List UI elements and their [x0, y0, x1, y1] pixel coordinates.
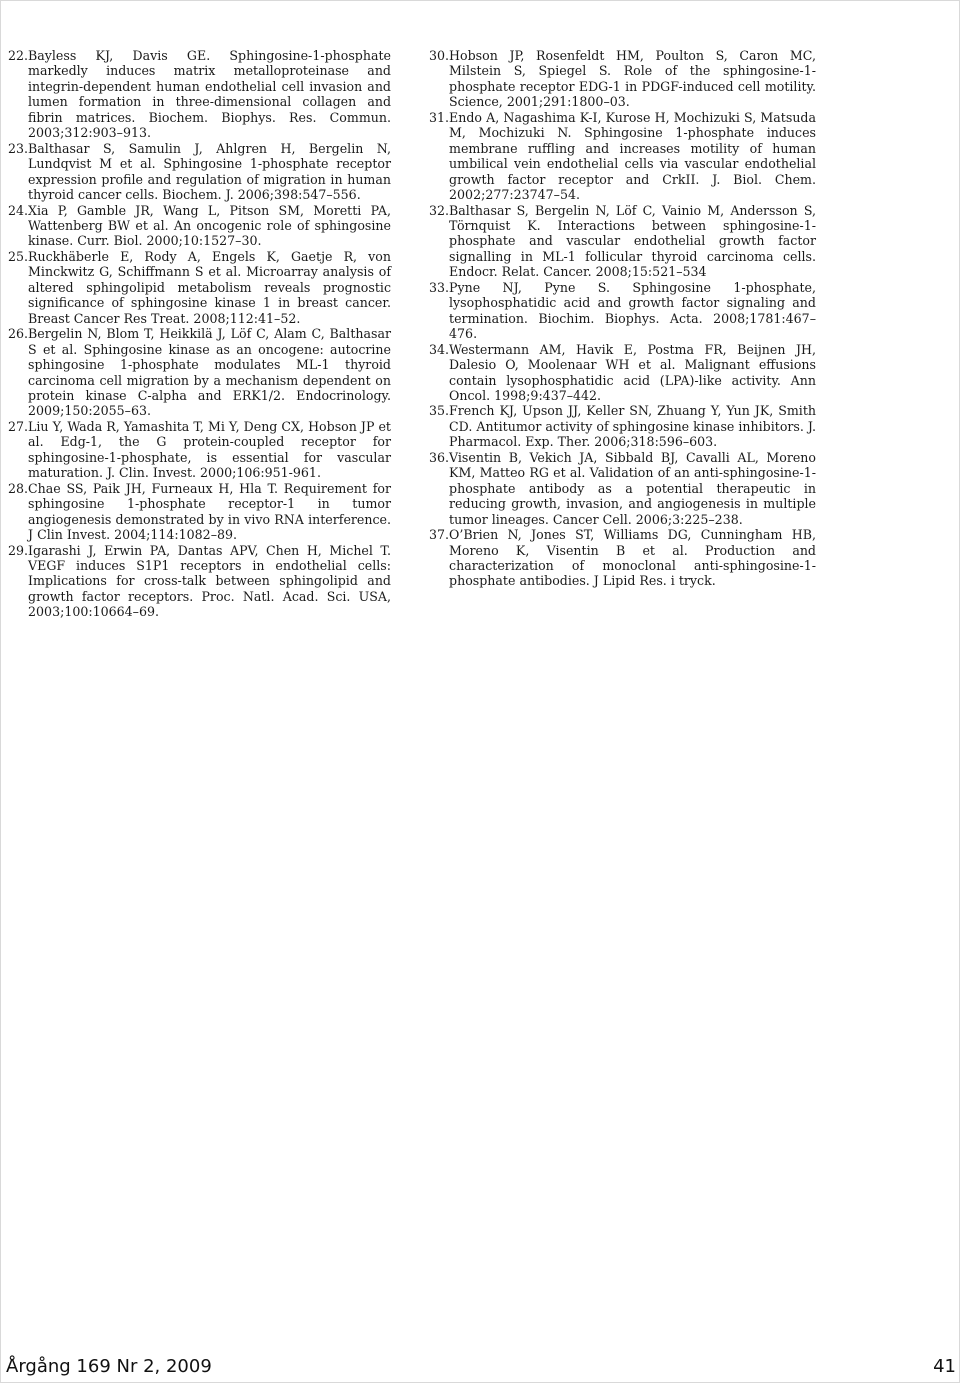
reference-number: 22.: [8, 48, 29, 63]
reference-number: 24.: [8, 202, 29, 218]
reference-number: 26.: [8, 326, 29, 342]
reference-text: Liu Y, Wada R, Yamashita T, Mi Y, Deng CX, Hobson JP et al. Edg-1, the G protein-coupled receptor for sphingosine-1-phosphate, is essential for vascular maturation. J. Clin. Invest. 2000;106:951-961.: [28, 418, 391, 481]
reference-number: 36.: [429, 449, 450, 465]
reference-number: 32.: [429, 202, 450, 218]
reference-text: Chae SS, Paik JH, Furneaux H, Hla T. Requirement for sphingosine 1-phosphate receptor-1 in tumor angiogenesis demonstrated by in vivo RNA interference. J Clin Invest. 2004;114:1082–89.: [28, 480, 391, 543]
reference-26: [8, 326, 391, 419]
reference-number: 34.: [429, 341, 450, 357]
reference-29: [8, 543, 391, 620]
reference-text: Visentin B, Vekich JA, Sibbald BJ, Cavalli AL, Moreno KM, Matteo RG et al. Validation of an anti-sphingosine-1-phosphate antibody as a potential therapeutic in reducing growth, invasion, and angiogenesis in multiple tumor lineages. Cancer Cell. 2006;3:225–238.: [449, 449, 816, 527]
reference-number: 30.: [429, 48, 450, 63]
reference-text: Igarashi J, Erwin PA, Dantas APV, Chen H, Michel T. VEGF induces S1P1 receptors in endothelial cells: Implications for cross-talk between sphingolipid and growth factor receptors. Proc. Natl. Acad. Sci. USA, 2003;100:10664–69.: [28, 542, 391, 620]
reference-number: 35.: [429, 403, 450, 419]
reference-number: 31.: [429, 109, 450, 125]
reference-36: [429, 450, 816, 527]
reference-text: Bergelin N, Blom T, Heikkilä J, Löf C, Alam C, Balthasar S et al. Sphingosine kinase as an oncogene: autocrine sphingosine 1-phosphate modulates ML-1 thyroid carcinoma cell migration by a mechanism dependent on protein kinase C-alpha and ERK1/2. Endocrinology. 2009;150:2055–63.: [28, 326, 391, 419]
reference-number: 27.: [8, 418, 29, 434]
reference-34: [429, 342, 816, 404]
reference-number: 29.: [8, 542, 29, 558]
reference-text: Pyne NJ, Pyne S. Sphingosine 1-phosphate, lysophosphatidic acid and growth factor signaling and termination. Biochim. Biophys. Acta. 2008;1781:467–476.: [449, 279, 816, 342]
reference-text: Hobson JP, Rosenfeldt HM, Poulton S, Caron MC, Milstein S, Spiegel S. Role of the sphingosine-1-phosphate receptor EDG-1 in PDGF-induced cell motility. Science, 2001;291:1800–03.: [449, 48, 816, 110]
reference-text: Westermann AM, Havik E, Postma FR, Beijnen JH, Dalesio O, Moolenaar WH et al. Malignant effusions contain lysophosphatidic acid (LPA)-like activity. Ann Oncol. 1998;9:437–442.: [449, 341, 816, 403]
references-right-column: [429, 48, 816, 589]
reference-25: [8, 249, 391, 326]
reference-text: O’Brien N, Jones ST, Williams DG, Cunningham HB, Moreno K, Visentin B et al. Production and characterization of monoclonal anti-sphingosine-1-phosphate antibodies. J Lipid Res. i tryck.: [449, 527, 816, 589]
reference-number: 33.: [429, 279, 450, 295]
reference-35: [429, 403, 816, 449]
reference-text: Bayless KJ, Davis GE. Sphingosine-1-phosphate markedly induces matrix metalloproteinase and integrin-dependent human endothelial cell invasion and lumen formation in three-dimensional collagen and fibrin matrices. Biochem. Biophys. Res. Commun. 2003;312:903–913.: [28, 48, 391, 141]
reference-31: [429, 110, 816, 203]
reference-text: French KJ, Upson JJ, Keller SN, Zhuang Y, Yun JK, Smith CD. Antitumor activity of sphingosine kinase inhibitors. J. Pharmacol. Exp. Ther. 2006;318:596–603.: [449, 403, 816, 450]
reference-22: [8, 48, 391, 141]
page-number: 41: [933, 1356, 956, 1377]
reference-32: [429, 203, 816, 280]
reference-text: Ruckhäberle E, Rody A, Engels K, Gaetje R, von Minckwitz G, Schiffmann S et al. Microarray analysis of altered sphingolipid metabolism reveals prognostic significance of sphingosine kinase 1 in breast cancer. Breast Cancer Res Treat. 2008;112:41–52.: [28, 248, 391, 326]
reference-30: [429, 48, 816, 110]
reference-27: [8, 419, 391, 481]
reference-text: Xia P, Gamble JR, Wang L, Pitson SM, Moretti PA, Wattenberg BW et al. An oncogenic role of sphingosine kinase. Curr. Biol. 2000;10:1527–30.: [28, 202, 391, 249]
reference-number: 23.: [8, 140, 29, 156]
page-footer: [0, 1350, 960, 1384]
reference-number: 25.: [8, 248, 29, 264]
reference-33: [429, 280, 816, 342]
reference-37: [429, 527, 816, 589]
journal-issue: Årgång 169 Nr 2, 2009: [6, 1356, 212, 1377]
reference-number: 28.: [8, 480, 29, 496]
reference-text: Balthasar S, Samulin J, Ahlgren H, Bergelin N, Lundqvist M et al. Sphingosine 1-phosphate receptor expression profile and regulation of migration in human thyroid cancer cells. Biochem. J. 2006;398:547–556.: [28, 140, 391, 203]
references-left-column: [8, 48, 391, 620]
reference-23: [8, 141, 391, 203]
reference-24: [8, 203, 391, 249]
reference-28: [8, 481, 391, 543]
reference-text: Balthasar S, Bergelin N, Löf C, Vainio M, Andersson S, Törnquist K. Interactions between sphingosine-1-phosphate and vascular endothelial growth factor signalling in ML-1 follicular thyroid carcinoma cells. Endocr. Relat. Cancer. 2008;15:521–534: [449, 202, 816, 280]
reference-number: 37.: [429, 527, 450, 543]
reference-text: Endo A, Nagashima K-I, Kurose H, Mochizuki S, Matsuda M, Mochizuki N. Sphingosine 1-phosphate induces membrane ruffling and increases motility of human umbilical vein endothelial cells via vascular endothelial growth factor receptor and CrkII. J. Biol. Chem. 2002;277:23747–54.: [449, 109, 816, 203]
